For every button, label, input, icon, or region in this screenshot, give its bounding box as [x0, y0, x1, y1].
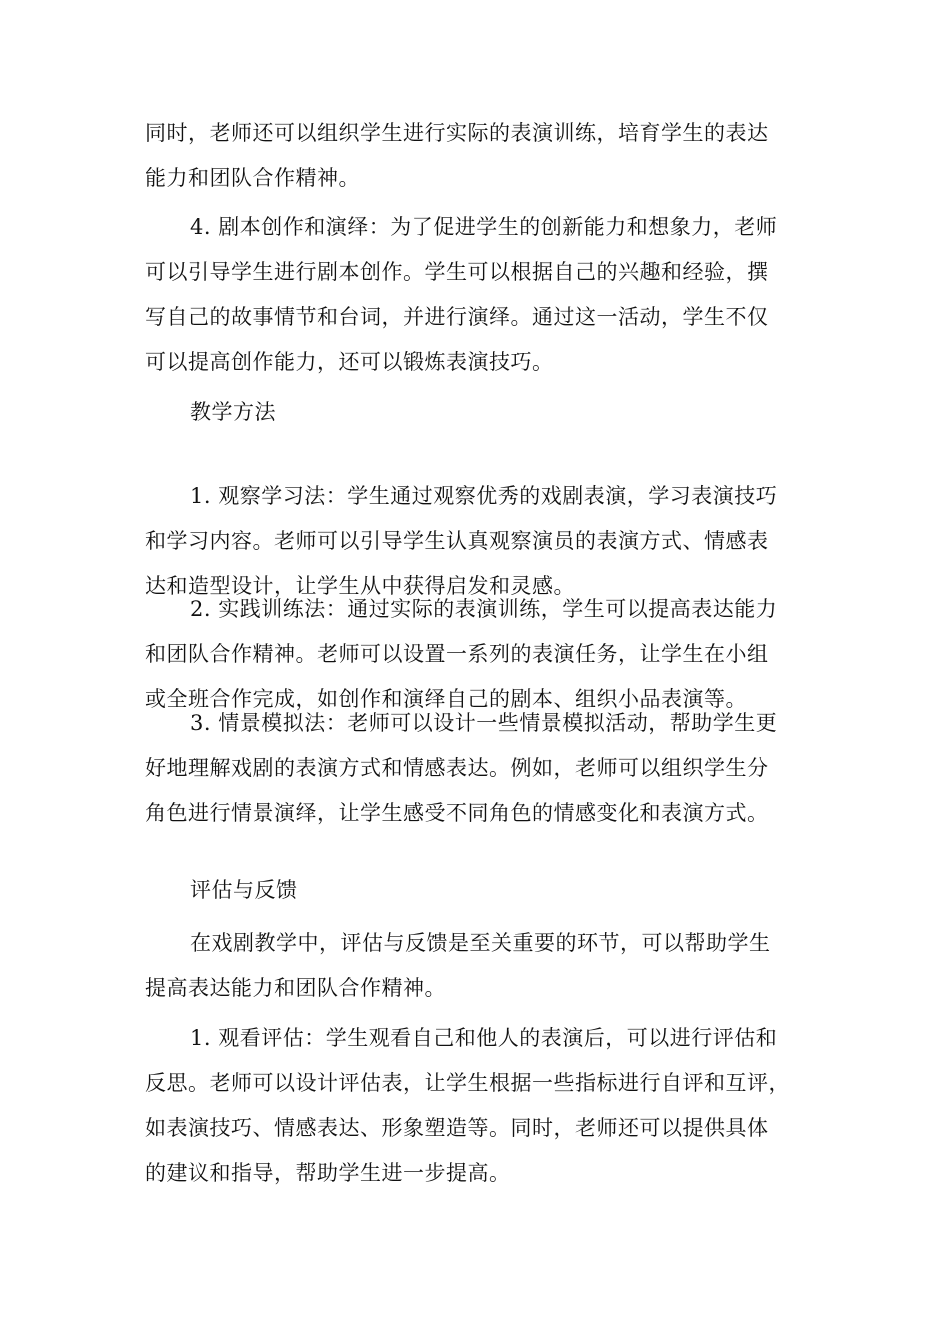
paragraph-continuation [145, 111, 807, 201]
text-line: 如表演技巧、情感表达、形象塑造等。同时，老师还可以提供具体 [145, 1116, 769, 1140]
text-line: 能力和团队合作精神。 [145, 166, 360, 190]
text-line: 4. 剧本创作和演绎：为了促进学生的创新能力和想象力，老师 [190, 215, 778, 239]
text-line: 反思。老师可以设计评估表，让学生根据一些指标进行自评和互评， [145, 1071, 790, 1095]
text-line: 或全班合作完成，如创作和演绎自己的剧本、组织小品表演等。 [145, 687, 747, 711]
paragraph-script-creation [145, 205, 807, 385]
paragraph-evaluation-intro [145, 921, 807, 1011]
text-line: 在戏剧教学中，评估与反馈是至关重要的环节，可以帮助学生 [190, 931, 771, 955]
section-heading-evaluation [145, 868, 807, 913]
paragraph-scenario-method [145, 701, 807, 836]
text-line: 和学习内容。老师可以引导学生认真观察演员的表演方式、情感表 [145, 529, 769, 553]
text-line: 可以引导学生进行剧本创作。学生可以根据自己的兴趣和经验，撰 [145, 260, 769, 284]
text-line: 同时，老师还可以组织学生进行实际的表演训练，培育学生的表达 [145, 121, 769, 145]
text-line: 1. 观看评估：学生观看自己和他人的表演后，可以进行评估和 [190, 1026, 778, 1050]
text-line: 3. 情景模拟法：老师可以设计一些情景模拟活动，帮助学生更 [190, 711, 778, 735]
text-line: 角色进行情景演绎，让学生感受不同角色的情感变化和表演方式。 [145, 801, 769, 825]
section-heading: 教学方法 [190, 400, 276, 424]
text-line: 2. 实践训练法：通过实际的表演训练，学生可以提高表达能力 [190, 597, 778, 621]
text-line: 和团队合作精神。老师可以设置一系列的表演任务，让学生在小组 [145, 642, 769, 666]
text-line: 好地理解戏剧的表演方式和情感表达。例如，老师可以组织学生分 [145, 756, 769, 780]
paragraph-viewing-evaluation [145, 1016, 807, 1196]
section-heading: 评估与反馈 [190, 878, 298, 902]
text-line: 写自己的故事情节和台词，并进行演绎。通过这一活动，学生不仅 [145, 305, 769, 329]
text-line: 提高表达能力和团队合作精神。 [145, 976, 446, 1000]
text-line: 可以提高创作能力，还可以锻炼表演技巧。 [145, 350, 554, 374]
text-line: 1. 观察学习法：学生通过观察优秀的戏剧表演，学习表演技巧 [190, 484, 778, 508]
text-line: 的建议和指导，帮助学生进一步提高。 [145, 1161, 511, 1185]
section-heading-teaching-methods [145, 390, 807, 435]
text-line: 达和造型设计，让学生从中获得启发和灵感。 [145, 574, 575, 598]
